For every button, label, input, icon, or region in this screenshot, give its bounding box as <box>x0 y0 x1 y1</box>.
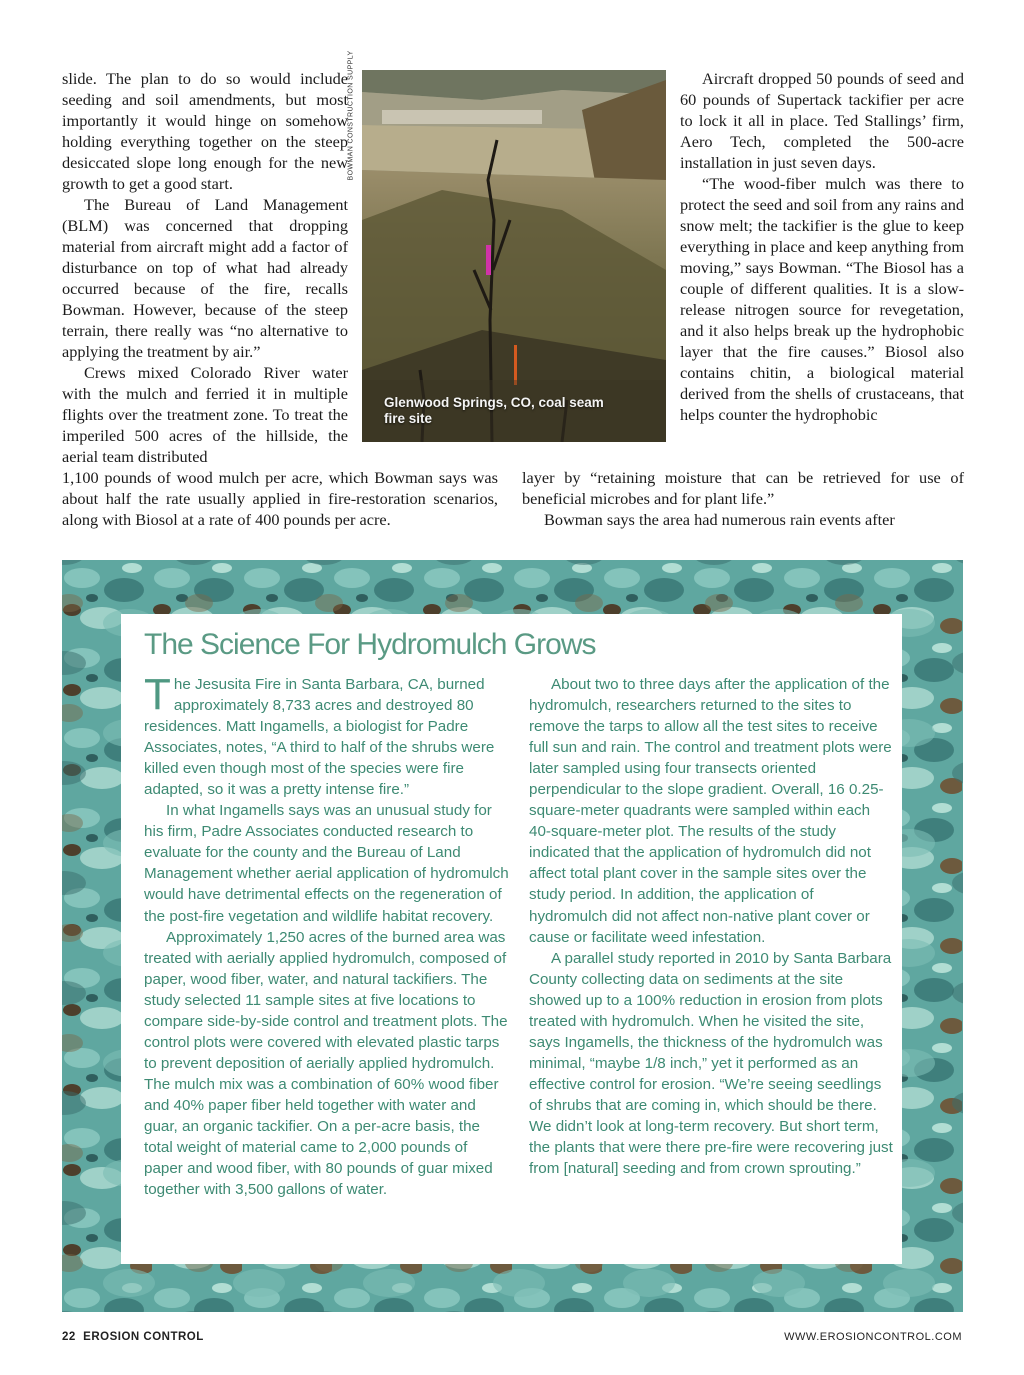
photo-caption: Glenwood Springs, CO, coal seam fire site <box>384 395 604 426</box>
article-paragraph: The Bureau of Land Management (BLM) was concerned that dropping material from aircraft might add a factor of disturbance on top of what had already occurred because of the fire, recalls Bowman. However, because of the steep terrain, there really was “no alternative to applying the treatment by air.” <box>62 195 348 361</box>
sidebar-paragraph: In what Ingamells says was an unusual study for his firm, Padre Associates conducted research to evaluate for the county and the Bureau of Land Management whether aerial application of hydromulch would have detrimental effects on the regeneration of the post-fire vegetation and wildlife habitat recovery. <box>144 802 509 925</box>
article-paragraph: Crews mixed Colorado River water with the mulch and ferried it in multiple flights over the treatment zone. To treat the imperiled 500 acres of the hillside, the aerial team distributed <box>62 363 348 466</box>
article-wide-right <box>522 467 964 530</box>
sidebar-paragraph: Approximately 1,250 acres of the burned area was treated with aerially applied hydromulch, composed of paper, wood fiber, water, and natural tackifiers. The study selected 11 sample sites at five locations to compare side-by-side control and treatment plots. The control plots were covered with elevated plastic tarps to prevent deposition of aerially applied hydromulch. The mulch mix was a combination of 60% wood fiber and 40% paper fiber held together with water and guar, an organic tackifier. On a per-acre basis, the total weight of material came to 2,000 pounds of paper and wood fiber, with 80 pounds of guar mixed together with 3,500 gallons of water. <box>144 928 508 1199</box>
sidebar-column-left <box>144 670 510 1200</box>
website-url: WWW.EROSIONCONTROL.COM <box>784 1331 962 1343</box>
drop-cap: T <box>144 670 171 719</box>
article-paragraph: layer by “retaining moisture that can be retrieved for use of beneficial microbes and for plant life.” <box>522 468 964 508</box>
article-column-right <box>680 68 964 425</box>
sidebar-paragraph: The Jesusita Fire in Santa Barbara, CA, burned approximately 8,733 acres and destroyed 80 residences. Matt Ingamells, a biologist for Padre Associates, notes, “A third to half of the shrubs were killed even though most of the species were fire adapted, so it was a pretty intense fire.” <box>144 670 495 799</box>
sidebar-paragraph: About two to three days after the application of the hydromulch, researchers returned to the sites to remove the tarps to allow all the test sites to receive full sun and rain. The control and treatment plots were later sampled using four transects oriented perpendicular to the slope gradient. Overall, 16 0.25-square-meter quadrants were sampled within each 40-square-meter plot. The results of the study indicated that the application of hydromulch did not affect total plant cover in the sample sites over the study period. In addition, the application of hydromulch did not affect non-native plant cover or cause or facilitate weed infestation. <box>529 676 892 946</box>
article-paragraph: Aircraft dropped 50 pounds of seed and 60 pounds of Supertack tackifier per acre to lock it all in place. Ted Stallings’ firm, Aero Tech, completed the 500-acre installation in just seven days. <box>680 69 964 172</box>
sidebar-column-right <box>529 674 895 1179</box>
sidebar-title: The Science For Hydromulch Grows <box>144 628 596 661</box>
page-number-label: 22 EROSION CONTROL <box>62 1331 204 1343</box>
article-wide-left <box>62 467 498 530</box>
article-paragraph: slide. The plan to do so would include seeding and soil amendments, but most importantly it would hinge on somehow holding everything together on the steep desiccated slope long enough for the new growth to get a good start. <box>62 69 348 193</box>
article-paragraph: 1,100 pounds of wood mulch per acre, which Bowman says was about half the rate usually applied in fire-restoration scenarios, along with Biosol at a rate of 400 pounds per acre. <box>62 468 498 529</box>
hillside-photo <box>362 70 666 442</box>
article-paragraph: “The wood-fiber mulch was there to protect the seed and soil from any rains and snow melt; the tackifier is the glue to keep everything in place and keep anything from moving,” says Bowman. “The Biosol has a couple of different qualities. It is a slow-release nitrogen source for revegetation, and it also helps break up the hydrophobic layer that the fire causes.” Biosol also contains chitin, a biological material derived from the shells of crustaceans, that helps counter the hydrophobic <box>680 174 964 424</box>
photo-credit: BOWMAN CONSTRUCTION SUPPLY <box>347 50 355 181</box>
article-column-left <box>62 68 348 467</box>
article-paragraph: Bowman says the area had numerous rain events after <box>544 510 895 529</box>
sidebar-paragraph: A parallel study reported in 2010 by Santa Barbara County collecting data on sediments at the site showed up to a 100% reduction in erosion from plots treated with hydromulch. When he visited the site, says Ingamells, the thickness of the hydromulch was minimal, “maybe 1/8 inch,” yet it performed as an effective control for erosion. “We’re seeing seedlings of shrubs that are coming in, which should be there. We didn’t look at long-term recovery. But short term, the plants that were there pre-fire were recovering just from [natural] seeding and from crown sprouting.” <box>529 949 893 1178</box>
